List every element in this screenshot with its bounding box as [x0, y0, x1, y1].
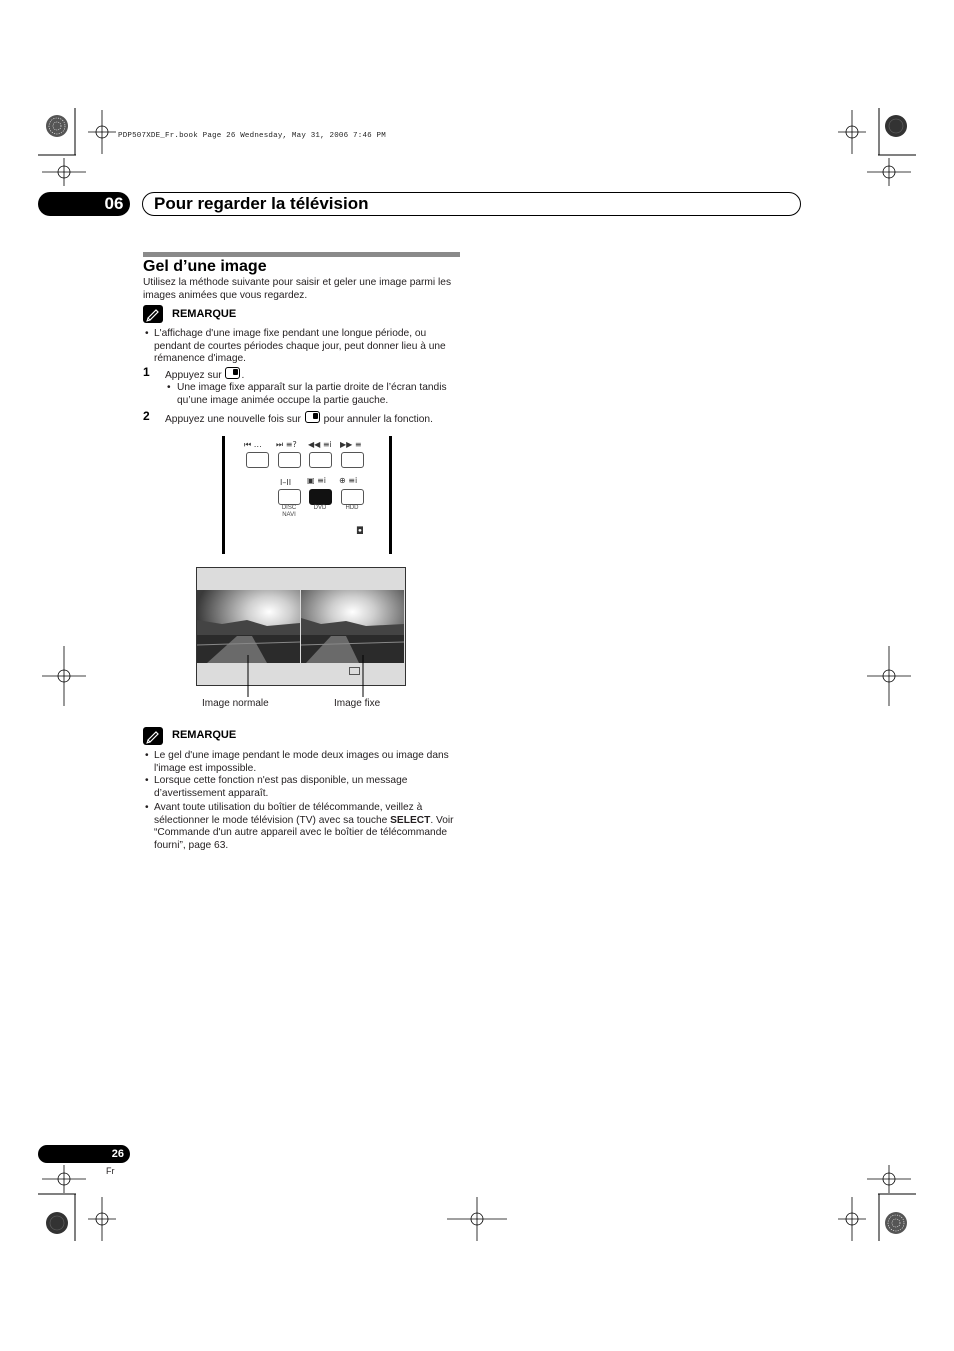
- remote-button-label: HDD: [345, 505, 359, 511]
- bullet: •: [167, 382, 171, 393]
- note-item: Lorsque cette fonction n'est pas disponible, un message d’avertissement apparaît.: [154, 775, 408, 799]
- step-text-end: .: [241, 370, 245, 381]
- print-info: PDP507XDE_Fr.book Page 26 Wednesday, May 31, 2006 7:46 PM: [118, 132, 386, 140]
- split-screen-icon: ⊕ ≡i: [339, 476, 358, 485]
- chapter-number: 06: [104, 194, 124, 213]
- step-text: Appuyez sur: [165, 370, 222, 381]
- step-number: 2: [143, 409, 150, 423]
- step-number: 1: [143, 365, 150, 379]
- page-number: 26: [111, 1148, 124, 1160]
- step-text-end: pour annuler la fonction.: [323, 414, 433, 425]
- note-item-text: Avant toute utilisation du boîtier de télécommande, veillez à sélectionner le mode télévision (TV) avec sa touche: [154, 802, 423, 826]
- caption-normal-image: Image normale: [202, 698, 269, 709]
- rewind-icon: ◀◀ ≡i: [308, 440, 332, 449]
- prev-chapter-icon: ⏮ …: [244, 440, 262, 449]
- note-item: L'affichage d'une image fixe pendant une longue période, ou pendant de courtes périodes chaque jour, peut donner lieu à une rémanence d'image.: [154, 328, 446, 365]
- note-label: REMARQUE: [172, 729, 237, 741]
- step-text: Appuyez une nouvelle fois sur: [165, 414, 301, 425]
- caption-still-image: Image fixe: [334, 698, 381, 709]
- step-sub-bullet: Une image fixe apparaît sur la partie droite de l’écran tandis qu’une image animée occupe la partie gauche.: [177, 382, 447, 406]
- bullet: •: [145, 775, 149, 786]
- section-title: Gel d’une image: [143, 258, 267, 275]
- bullet: •: [145, 328, 149, 339]
- note-item: [154, 802, 460, 852]
- bullet: •: [145, 750, 149, 761]
- language-code: Fr: [106, 1166, 115, 1176]
- select-key: SELECT: [390, 814, 431, 826]
- fast-forward-icon: ▶▶ ≡: [340, 440, 362, 449]
- remote-button-label: DVD: [313, 505, 327, 511]
- audio-icon: I–II: [280, 478, 292, 487]
- freeze-icon: ▣ ≡i: [307, 476, 327, 485]
- chapter-title: Pour regarder la télévision: [154, 194, 369, 213]
- section-intro: Utilisez la méthode suivante pour saisir et geler une image parmi les images animées que vous regardez.: [143, 277, 452, 301]
- note-label: REMARQUE: [172, 308, 237, 320]
- note-item-text: . Voir “Commande d'un autre appareil avec le boîtier de télécommande fourni”, page 63.: [154, 814, 454, 851]
- note-icon: [143, 727, 163, 745]
- next-chapter-icon: ⏭ ≡?: [276, 440, 297, 449]
- remote-corner-icon: ◘: [356, 526, 364, 537]
- remote-button-label: DISC NAVI: [281, 505, 297, 518]
- note-item: Le gel d'une image pendant le mode deux images ou image dans l'image est impossible.: [154, 750, 449, 774]
- bullet: •: [145, 802, 149, 813]
